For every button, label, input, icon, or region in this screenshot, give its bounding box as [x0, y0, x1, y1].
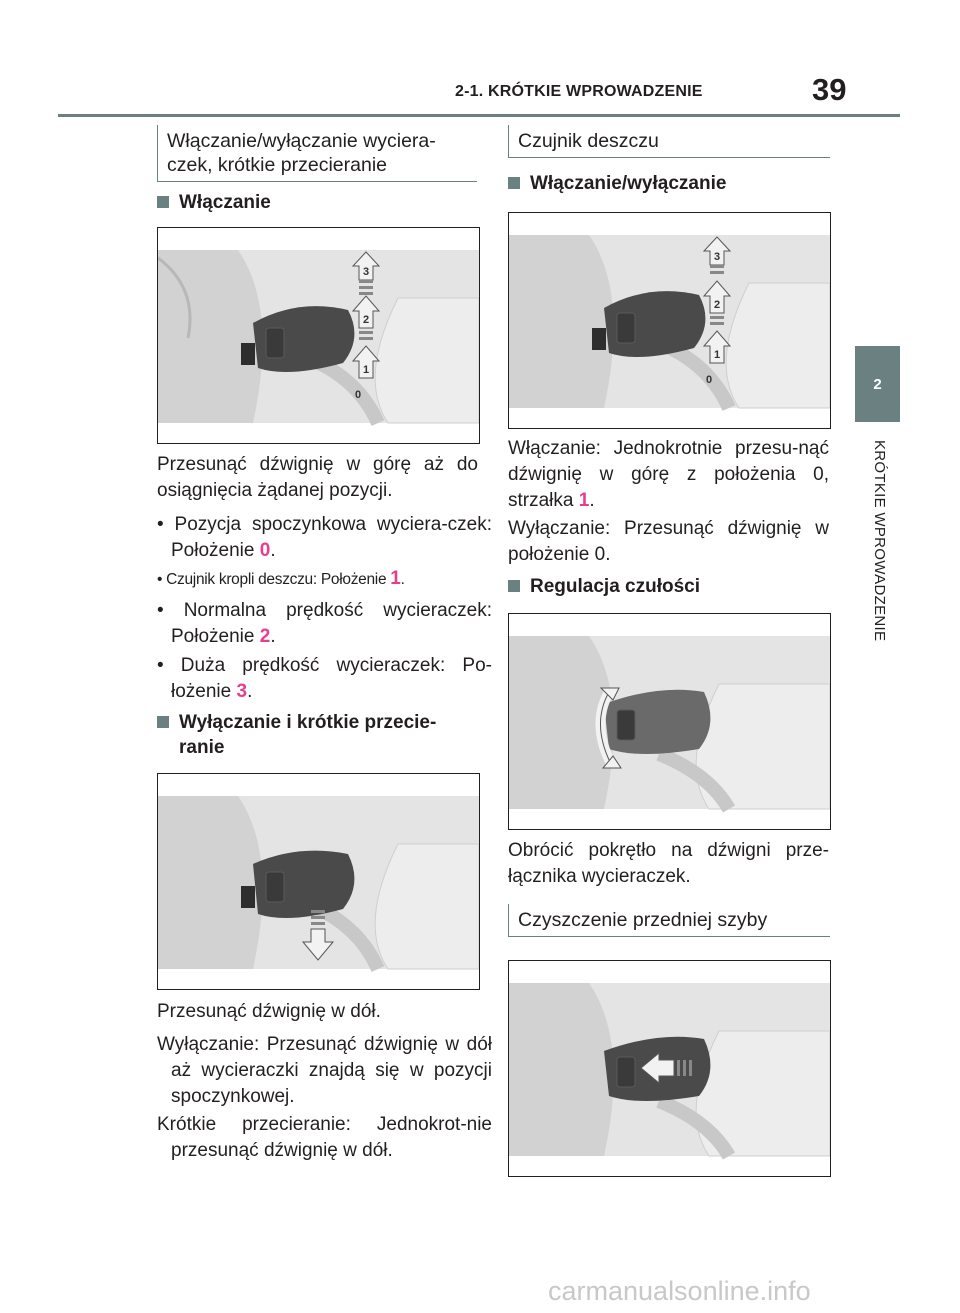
bullet-square-icon	[508, 177, 520, 189]
bullet-high-speed: • Duża prędkość wycieraczek: Po-łożenie 3.	[157, 655, 492, 702]
figure-label-3: 3	[714, 251, 721, 263]
bullet-rain-sensor: • Czujnik kropli deszczu: Położenie 1.	[157, 568, 405, 589]
section-title-windshield-washing: Czyszczenie przedniej szyby	[508, 904, 830, 937]
left-paragraph-1: Przesunąć dźwignię w górę aż do osiągnięcia żądanej pozycji.	[157, 454, 478, 501]
chapter-side-label: KRÓTKIE WPROWADZENIE	[871, 440, 888, 642]
figure-sensitivity-dial	[508, 613, 831, 830]
page-number: 39	[812, 72, 847, 107]
watermark: carmanualsonline.info	[548, 1276, 811, 1306]
figure-label-0: 0	[706, 374, 713, 386]
subheading-on-off: Włączanie/wyłączanie	[508, 171, 829, 196]
subheading-switch-off: Wyłączanie i krótkie przecie-ranie	[157, 710, 478, 760]
figure-lever-positions	[157, 227, 480, 444]
chapter-tab-number: 2	[873, 375, 882, 393]
bullet-rest-position: • Pozycja spoczynkowa wyciera-czek: Położenie 0.	[157, 514, 492, 561]
bullet-square-icon	[508, 580, 520, 592]
figure-label-2: 2	[363, 314, 370, 326]
chapter-tab[interactable]	[855, 346, 900, 422]
header-rule	[58, 114, 900, 117]
bullet-normal-speed: • Normalna prędkość wycieraczek: Położenie 2.	[157, 600, 492, 647]
bullet-short-wipe: Krótkie przecieranie: Jednokrot-nie przesunąć dźwignię w dół.	[157, 1114, 492, 1161]
figure-label-3: 3	[363, 266, 370, 278]
right-paragraph-2: Wyłączanie: Przesunąć dźwignię w położenie 0.	[508, 518, 829, 565]
right-paragraph-1: Włączanie: Jednokrotnie przesu-nąć dźwignię w górę z położenia 0, strzałka 1.	[508, 438, 829, 511]
section-title-rain-sensor: Czujnik deszczu	[508, 125, 830, 158]
figure-washer-lever	[508, 960, 831, 1177]
bullet-switch-off: Wyłączanie: Przesunąć dźwignię w dół aż wycieraczki znajdą się w pozycji spoczynkowej.	[157, 1034, 492, 1107]
section-title-wipers: Włączanie/wyłączanie wyciera- czek, krótkie przecieranie	[157, 125, 477, 182]
figure-label-1: 1	[363, 364, 370, 376]
figure-lever-down	[157, 773, 480, 990]
figure-label-0: 0	[355, 389, 362, 401]
right-paragraph-3: Obrócić pokrętło na dźwigni prze-łącznika wycieraczek.	[508, 840, 829, 887]
figure-label-2: 2	[714, 299, 721, 311]
left-paragraph-2: Przesunąć dźwignię w dół.	[157, 1001, 381, 1022]
figure-rain-sensor-lever	[508, 212, 831, 429]
bullet-square-icon	[157, 716, 169, 728]
subheading-sensitivity: Regulacja czułości	[508, 574, 829, 599]
chapter-header: 2-1. KRÓTKIE WPROWADZENIE	[455, 83, 703, 100]
figure-label-1: 1	[714, 349, 721, 361]
subheading-switch-on: Włączanie	[157, 190, 477, 215]
bullet-square-icon	[157, 196, 169, 208]
